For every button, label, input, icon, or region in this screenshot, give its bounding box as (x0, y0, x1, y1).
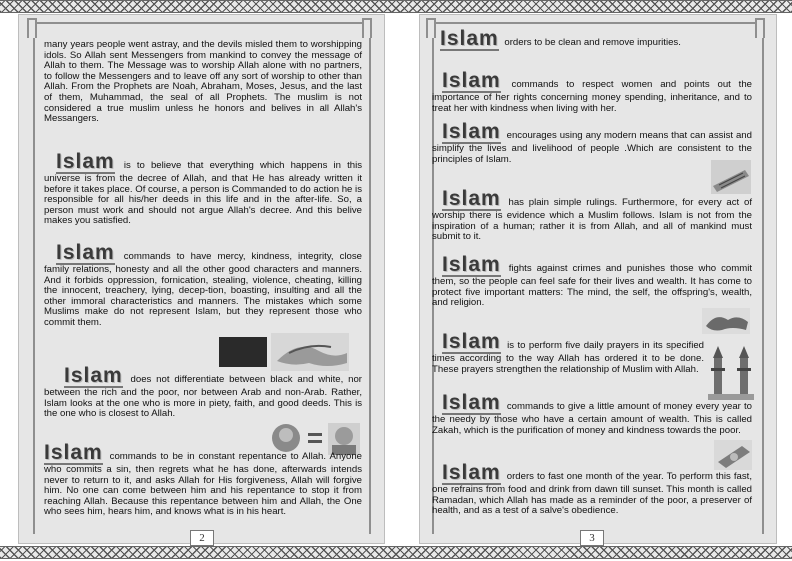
islam-heading: Islam (64, 364, 123, 387)
frame-post (362, 18, 372, 38)
islam-heading: Islam (442, 253, 501, 276)
frame-post (27, 18, 37, 38)
paragraph: Islam is to believe that everything which happens in this universe is from the decree of Allah, and that He has already written it before it takes place. Of course, a person is Commanded to do action he is responsible for all his/her deeds in this life and in the after-life. So, a person must work and should not argue Allah's decree. And this belive makes you satisfied. (44, 150, 362, 227)
islam-heading: Islam (442, 461, 501, 484)
paragraph: Islam is to perform five daily prayers in its specified times according to the way Allah has ordered it to be done. These prayers strengthen the relationship of Muslim with Allah. (432, 330, 704, 375)
frame-post (426, 18, 436, 38)
page-number: 2 (190, 530, 214, 546)
islam-heading: Islam (442, 187, 501, 210)
mosque-minarets-image (708, 346, 754, 400)
paragraph: Islam commands to respect women and points out the importance of her rights concerning money spending, inheritance, and to treat her with kindness when living with her. (432, 69, 752, 114)
paragraph: Islam orders to be clean and remove impurities. (440, 27, 681, 50)
keyboard-image (711, 160, 751, 194)
paragraph: Islam orders to fast one month of the year. To perform this fast, one refrains from food and drink from dawn till sunset. This month is called Ramadan, which Allah has made as a reminder of the poor, a preserver of health, and as a test of a salve's obedience. (432, 461, 753, 517)
islam-heading: Islam (44, 441, 103, 464)
decorative-border-bottom (0, 546, 792, 559)
paragraph: Islam encourages using any modern means that can assist and simplify the lives and livelihood of people .Which are consistent to the principles of Islam. (432, 120, 752, 165)
paragraph: Islam commands to be in constant repentance to Allah. Anyone who commits a sin, then regrets what he has done, afterwards intends never to return to it, and asks Allah for His forgiveness, Allah will forgive him. No one can come between him and his repentance to stop it from reaching Allah. Because this repentance between him and Allah, the One who sees him, hears him, and knows what is in his heart. (44, 441, 362, 518)
islam-heading: Islam (442, 120, 501, 143)
islam-heading: Islam (440, 27, 499, 50)
paragraph: Islam has plain simple rulings. Furthermore, for every act of worship there is evidence which a Muslim follows. Islam is not from the inspiration of a human; rather it is from Allah, and all of mankind must submit to it. (432, 187, 752, 243)
islam-heading: Islam (56, 241, 115, 264)
decorative-border-top (0, 0, 792, 13)
islam-heading: Islam (56, 150, 115, 173)
paragraph: Islam commands to give a little amount of money every year to the needy by those who have a certain amount of wealth. This is called Zakah, which is the purification of money and kindness towards the poor. (432, 391, 752, 436)
page-number: 3 (580, 530, 604, 546)
islam-heading: Islam (442, 330, 501, 353)
paragraph: Islam commands to have mercy, kindness, integrity, close family relations, honesty and all the other good characters and manners. And it forbids oppression, fornication, stealing, violence, cheating, killing the innocent, treachery, lying, decep-tion, boasting, insulting and all the other immoral characteristics and manners. The mistakes which some Muslims make do not represent Islam, but they represent those who commit them. (44, 241, 362, 328)
paragraph: many years people went astray, and the devils misled them to worshipping idols. So Allah sent Messengers from mankind to convey the message of Allah to them. The Message was to worship Allah alone with no partners, to follow the Messengers and to leave off any sort of worship to other than Allah. From the Prophets are Noah, Abraham, Moses, Jesus, and the last of them, Muhammad, the seal of all Prophets. The muslim is not considered a true muslim unless he honors and belives in all Allah's Messangers. (44, 39, 362, 125)
paragraph: Islam fights against crimes and punishes those who commit them, so the people can feel safe for their lives and wealth. It has come to protect five important matters: The mind, the self, the offspring's, wealth, and religion. (432, 253, 752, 309)
paragraph: Islam does not differentiate between black and white, nor between the rich and the poor, nor between Arab and non-Arab. Rather, Islam looks at the one who is more in piety, faith, and good deeds. This is the one who is closest to Allah. (44, 364, 362, 420)
handshake-image (219, 333, 349, 371)
handcuffs-image (702, 308, 750, 334)
islam-heading: Islam (442, 391, 501, 414)
islam-heading: Islam (442, 69, 501, 92)
